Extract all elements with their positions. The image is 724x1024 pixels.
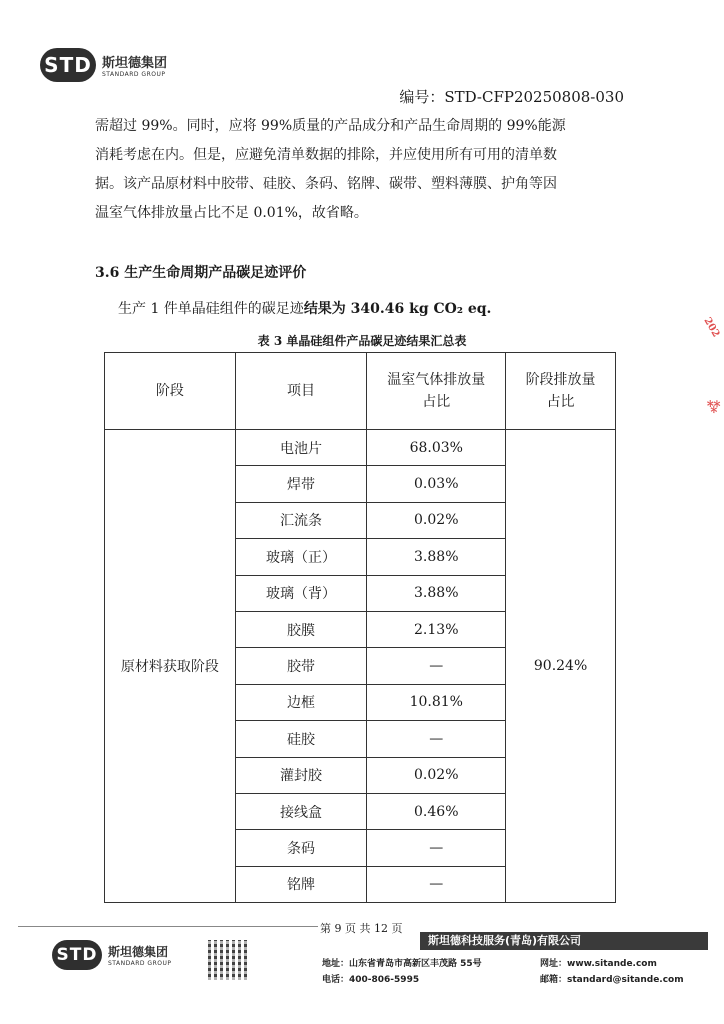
logo-mark: STD — [40, 48, 96, 82]
share-cell: 2.13% — [367, 611, 506, 647]
logo-cn-name: 斯坦德集团 — [108, 945, 169, 959]
share-cell: 3.88% — [367, 575, 506, 611]
paragraph-line: 温室气体排放量占比不足 0.01%，故省略。 — [95, 205, 368, 221]
document-number: 编号：STD-CFP20250808-030 — [399, 88, 624, 106]
share-cell: 3.88% — [367, 539, 506, 575]
header-ghg-share: 温室气体排放量 占比 — [367, 353, 506, 430]
item-cell: 玻璃（背） — [235, 575, 367, 611]
logo-en-name: STANDARD GROUP — [108, 960, 172, 967]
share-cell: 10.81% — [367, 684, 506, 720]
result-value: 结果为 340.46 kg CO₂ eq. — [303, 301, 492, 317]
logo-cn-name: 斯坦德集团 — [102, 56, 168, 71]
item-cell: 电池片 — [235, 430, 367, 466]
header-stage-share: 阶段排放量 占比 — [506, 353, 616, 430]
header-logo — [40, 48, 167, 82]
item-cell: 焊带 — [235, 466, 367, 502]
share-cell: — — [367, 648, 506, 684]
item-cell: 汇流条 — [235, 502, 367, 538]
stage-name-cell: 原材料获取阶段 — [105, 430, 236, 903]
section-heading: 3.6 生产生命周期产品碳足迹评价 — [95, 265, 307, 281]
carbon-footprint-table — [104, 352, 616, 903]
item-cell: 玻璃（正） — [235, 539, 367, 575]
table-caption: 表 3 单晶硅组件产品碳足迹结果汇总表 — [257, 334, 467, 348]
logo-en-name: STANDARD GROUP — [102, 71, 166, 78]
stage-share-cell: 90.24% — [506, 430, 616, 903]
share-cell: 0.03% — [367, 466, 506, 502]
item-cell: 铭牌 — [235, 866, 367, 902]
logo-mark: STD — [52, 940, 102, 970]
header-item: 项目 — [235, 353, 367, 430]
item-cell: 灌封胶 — [235, 757, 367, 793]
footer-logo — [52, 940, 171, 970]
paragraph-line: 据。该产品原材料中胶带、硅胶、条码、铭牌、碳带、塑料薄膜、护角等因 — [95, 176, 557, 192]
intro-paragraph — [95, 112, 630, 228]
share-cell: 68.03% — [367, 430, 506, 466]
share-cell: 0.02% — [367, 757, 506, 793]
footer-website[interactable]: 网址：www.sitande.com — [540, 959, 657, 969]
header-stage: 阶段 — [105, 353, 236, 430]
share-cell: — — [367, 830, 506, 866]
share-cell: 0.02% — [367, 502, 506, 538]
table-row — [105, 430, 616, 466]
result-prefix: 生产 1 件单晶硅组件的碳足迹 — [118, 301, 304, 317]
seal-stamp-fragment: 202 — [701, 315, 722, 340]
footer-email[interactable]: 邮箱：standard@sitande.com — [540, 975, 684, 985]
seal-stamp-fragment: ⁂ — [702, 395, 724, 417]
footer-address: 地址：山东省青岛市高新区丰茂路 55号 — [322, 959, 482, 969]
item-cell: 硅胶 — [235, 721, 367, 757]
paragraph-line: 需超过 99%。同时，应将 99%质量的产品成分和产品生命周期的 99%能源 — [95, 118, 566, 134]
share-cell: — — [367, 866, 506, 902]
table-header-row — [105, 353, 616, 430]
company-bar: 斯坦德科技服务(青岛)有限公司 — [420, 932, 708, 950]
result-sentence — [118, 298, 491, 318]
share-cell: 0.46% — [367, 793, 506, 829]
footer-phone: 电话：400-806-5995 — [322, 975, 420, 985]
paragraph-line: 消耗考虑在内。但是，应避免清单数据的排除，并应使用所有可用的清单数 — [95, 147, 557, 163]
share-cell: — — [367, 721, 506, 757]
item-cell: 边框 — [235, 684, 367, 720]
item-cell: 胶带 — [235, 648, 367, 684]
footer-divider — [18, 926, 318, 927]
page-number: 第 9 页 共 12 页 — [320, 922, 403, 935]
item-cell: 接线盒 — [235, 793, 367, 829]
item-cell: 条码 — [235, 830, 367, 866]
item-cell: 胶膜 — [235, 611, 367, 647]
qr-code-icon — [208, 940, 248, 980]
